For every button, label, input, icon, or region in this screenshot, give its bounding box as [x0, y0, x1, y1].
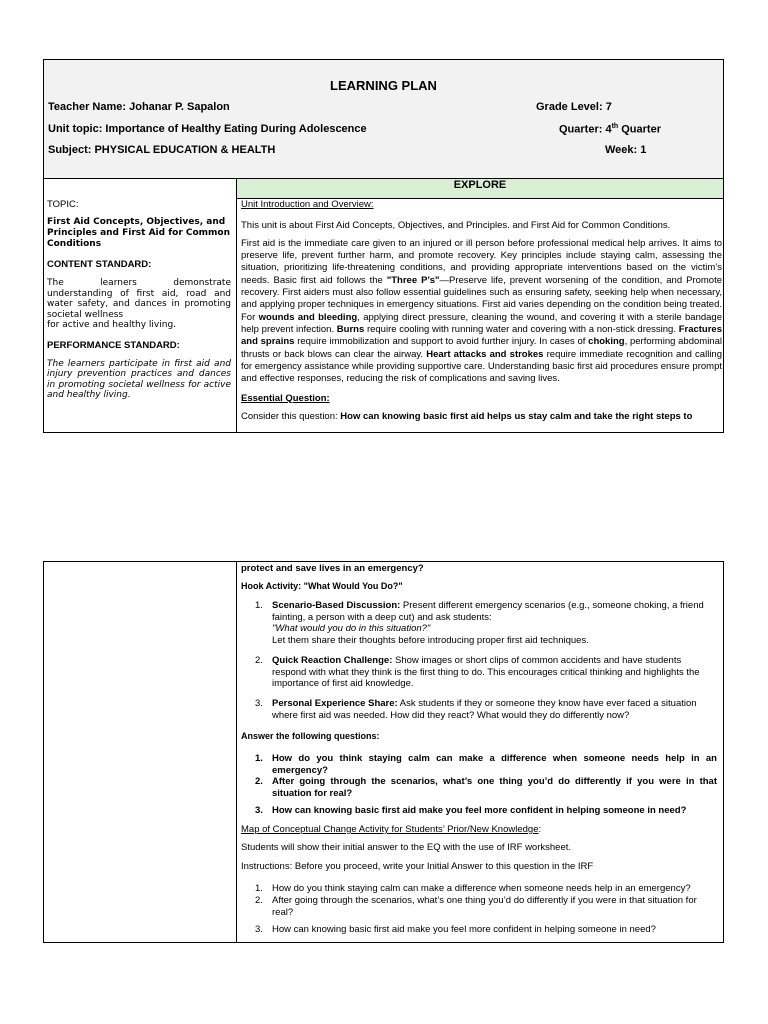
week: Week: 1	[605, 144, 647, 156]
learning-plan-table-1	[43, 59, 724, 433]
performance-standard-text: The learners participate in first aid and injury prevention practices and dances in promoting societal wellness for active and healthy living.	[47, 358, 231, 400]
map-activity-heading: Map of Conceptual Change Activity for Students’ Prior/New Knowledge:	[241, 824, 542, 835]
subject: Subject: PHYSICAL EDUCATION & HEALTH	[48, 144, 276, 156]
map-activity-p1: Students will show their initial answer to the EQ with the use of IRF worksheet.	[241, 842, 572, 853]
unit-topic: Unit topic: Importance of Healthy Eating During Adolescence	[48, 123, 367, 135]
teacher-name: Teacher Name: Johanar P. Sapalon	[48, 101, 230, 113]
questions-heading: Answer the following questions:	[241, 731, 380, 741]
unit-intro-p1: This unit is about First Aid Concepts, Objectives, and Principles. and First Aid for Common Conditions.	[241, 220, 671, 232]
essential-question-text: Consider this question: How can knowing basic first aid helps us stay calm and take the right steps to	[241, 411, 693, 423]
grade-level: Grade Level: 7	[536, 101, 612, 113]
map-activity-instructions: Instructions: Before you proceed, write your Initial Answer to this question in the IRF	[241, 861, 594, 872]
hook-activity-title: Hook Activity: "What Would You Do?"	[241, 581, 403, 591]
learning-plan-table-2: protect and save lives in an emergency? Hook Activity: "What Would You Do?" 1. Scenario-Based Discussion: Present different emergency scenarios (e.g., someone choking, a friend fainting, a person with a deep cut) and ask students: "What would you do in this situation?" Let them share their thoughts before introducing proper first aid techniques. 2. Quick Reaction Challenge: Show images or short clips of common accidents and have students respond with what they think is the first thing to do. This encourages critical thinking and highlights the importance of first aid knowledge. 3. Personal Experience Share: Ask students if they or someone they know have ever faced a situation where first aid was needed. How did they react? What would they do differently now? Answer the following questions: 1. How do you think staying calm can make a difference when someone needs help in an emergency? 2. After going through the scenarios, what’s one thing you’d do differently if you were in that situation for real? 3. How can knowing basic first aid make you feel more confident in helping someone in need? Map of Conceptual Change Activity for Students’ Prior/New Knowledge: Students will show their initial answer to the EQ with the use of IRF worksheet. Instructions: Before you proceed, write your Initial Answer to this question in the IRF 1. How do you think staying calm can make a difference when someone needs help in an emergency? 2. After going through the scenarios, what’s one thing you’d do differently if you were in that situation for real? 3. How can knowing basic first aid make you feel more confident in helping someone in need?	[43, 561, 724, 943]
topic-label: TOPIC:	[47, 199, 79, 210]
left-column	[47, 199, 231, 401]
page-title: LEARNING PLAN	[330, 78, 437, 93]
essential-question-heading: Essential Question:	[241, 392, 330, 404]
column-divider	[236, 562, 237, 942]
content-standard-text: The learners demonstrate understanding of first aid, road and water safety, and dances in promoting societal wellness for active and healthy living.	[47, 278, 231, 330]
unit-intro-p2: First aid is the immediate care given to an injured or ill person before professional medical help arrives. It aims to preserve life, prevent further harm, and promote recovery. Key principles include staying calm, assessing the situation, prioritizing life-threatening conditions, and providing appropriate interventions based on the victim’s needs. Basic first aid follows the "Three P’s"—Preserve life, prevent worsening of the condition, and Promote recovery. First aiders must also follow essential guidelines such as ensuring safety, seeking help when necessary, and applying proper techniques in emergency situations. First aid varies depending on the condition being treated. For wounds and bleeding, applying direct pressure, cleaning the wound, and covering it with a sterile bandage help prevent infection. Burns require cooling with running water and covering with a non-stick dressing. Fractures and sprains require immobilization and support to avoid further injury. In cases of choking, performing abdominal thrusts or back blows can clear the airway. Heart attacks and strokes require immediate recognition and calling for emergency assistance while providing supportive care. Understanding basic first aid procedures ensure prompt and effective responses, reducing the risk of complications and saving lives.	[241, 237, 722, 385]
explore-heading: EXPLORE	[237, 179, 723, 199]
header-block	[44, 60, 723, 179]
explore-content	[241, 199, 722, 423]
quarter: Quarter: 4th Quarter	[559, 123, 661, 136]
performance-standard-label: PERFORMANCE STANDARD:	[47, 339, 180, 351]
unit-intro-heading: Unit Introduction and Overview:	[241, 199, 374, 210]
column-divider	[236, 178, 237, 432]
content-standard-label: CONTENT STANDARD:	[47, 259, 152, 270]
topic-text: First Aid Concepts, Objectives, and Principles and First Aid for Common Conditions	[47, 217, 231, 249]
essential-question-continued: protect and save lives in an emergency?	[241, 563, 424, 574]
